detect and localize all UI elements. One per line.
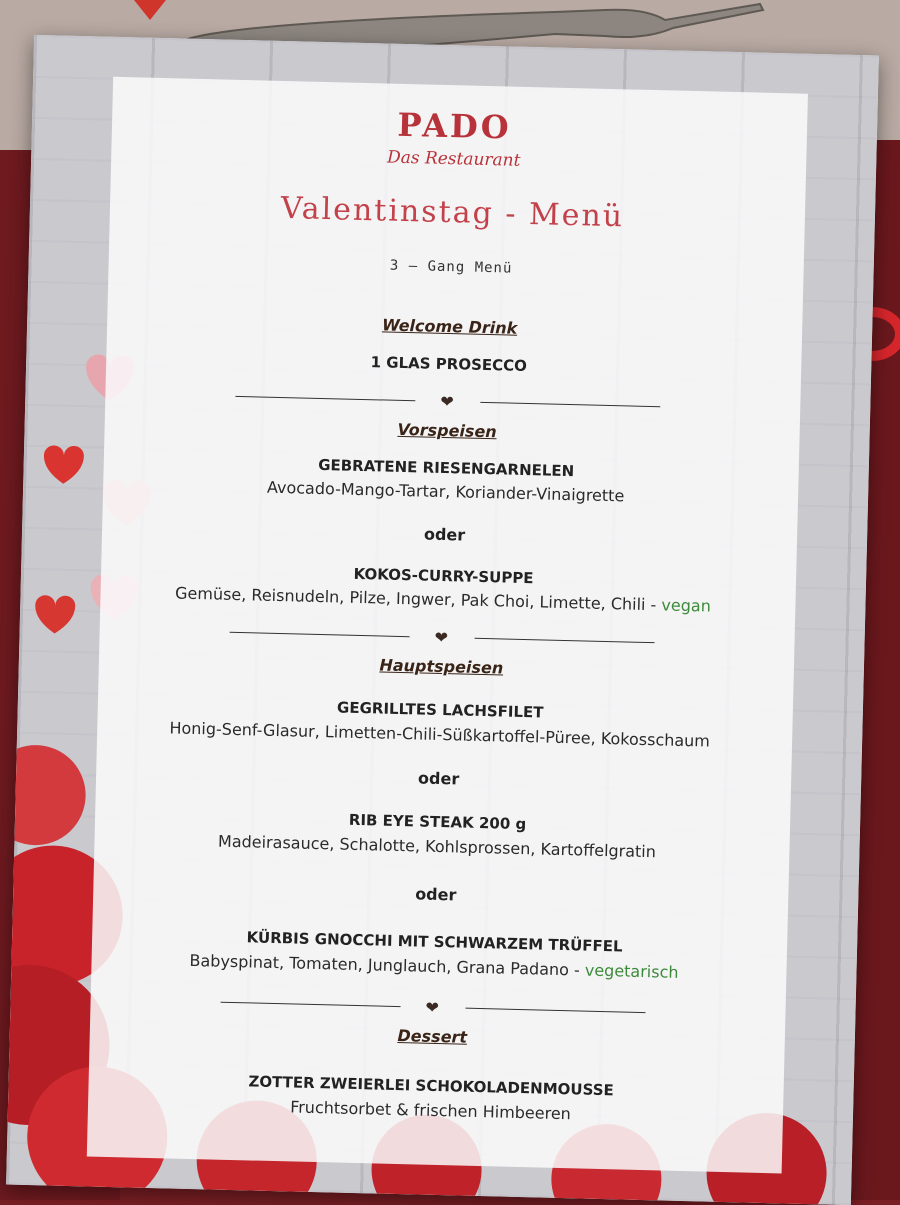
dish-name: ZOTTER ZWEIERLEI SCHOKOLADENMOUSSE	[248, 1072, 614, 1100]
dish-name: GEGRILLTES LACHSFILET	[336, 698, 544, 722]
dish-name: GEBRATENE RIESENGARNELEN	[317, 455, 575, 481]
section-heading-welcome: Welcome Drink	[381, 315, 518, 338]
heart-icon: ❤	[434, 627, 449, 648]
dish-description: Honig-Senf-Glasur, Limetten-Chili-Süßkartoffel-Püree, Kokosschaum	[169, 718, 711, 751]
menu-card	[6, 35, 879, 1205]
heart-icon: ❤	[425, 997, 440, 1018]
dish-description: Madeirasauce, Schalotte, Kohlsprossen, Kartoffelgratin	[217, 831, 657, 862]
menu-content	[6, 35, 879, 1205]
or-label: oder	[414, 884, 457, 905]
section-heading-dessert: Dessert	[397, 1026, 468, 1047]
dish-name: KÜRBIS GNOCCHI MIT SCHWARZEM TRÜFFEL	[246, 928, 623, 956]
divider	[229, 622, 654, 652]
dish-description: Fruchtsorbet & frischen Himbeeren	[289, 1097, 572, 1124]
menu-subtitle: 3 – Gang Menü	[389, 257, 513, 277]
restaurant-logo: PADO	[397, 105, 513, 147]
dish-description-text: Babyspinat, Tomaten, Junglauch, Grana Padano -	[189, 950, 586, 980]
divider	[220, 992, 645, 1022]
dish-name: RIB EYE STEAK 200 g	[348, 810, 527, 834]
diet-tag: vegan	[661, 595, 712, 616]
dish-description: Avocado-Mango-Tartar, Koriander-Vinaigrette	[266, 477, 625, 506]
divider	[235, 386, 660, 416]
or-label: oder	[417, 768, 460, 789]
dish-description-text: Gemüse, Reisnudeln, Pilze, Ingwer, Pak Choi, Limette, Chili -	[174, 583, 662, 615]
menu-title: Valentinstag - Menü	[280, 190, 625, 235]
section-heading-vorspeisen: Vorspeisen	[397, 419, 497, 442]
diet-tag: vegetarisch	[584, 960, 679, 982]
heart-icon: ❤	[440, 391, 454, 412]
heart-gem-decoration	[130, 0, 170, 22]
section-heading-hauptspeisen: Hauptspeisen	[379, 655, 504, 678]
welcome-drink: 1 GLAS PROSECCO	[370, 353, 528, 375]
or-label: oder	[423, 524, 466, 545]
restaurant-logo-subtitle: Das Restaurant	[386, 147, 521, 171]
dish-name: KOKOS-CURRY-SUPPE	[353, 564, 534, 588]
